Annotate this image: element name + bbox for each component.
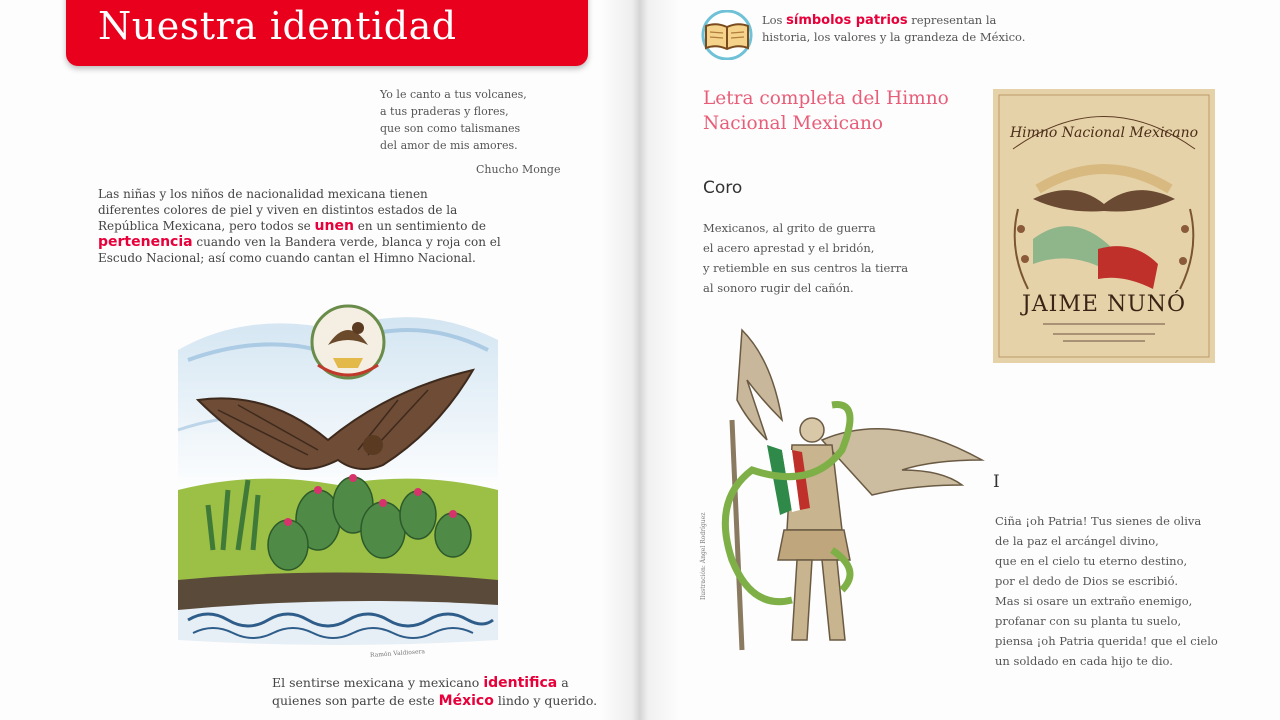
intro-line: Escudo Nacional; así como cuando cantan el Himno Nacional.: [98, 251, 476, 265]
poster-composer: JAIME NUNÓ: [1021, 292, 1187, 317]
coro-line: el acero aprestad y el bridón,: [703, 241, 875, 255]
highlight-identifica: identifica: [483, 675, 558, 691]
symbols-info: [762, 12, 1052, 45]
verse-heading: I: [993, 472, 1000, 492]
highlight-mexico: México: [438, 693, 494, 709]
intro-line: [98, 234, 501, 250]
anthem-title-line: Letra completa del Himno: [703, 88, 949, 109]
epigraph-poem: [380, 86, 580, 154]
page-title: Nuestra identidad: [98, 4, 457, 48]
closing-paragraph: [272, 674, 598, 710]
verse-line: que en el cielo tu eterno destino,: [995, 554, 1188, 568]
anthem-poster-image: [993, 89, 1215, 363]
poem-line: del amor de mis amores.: [380, 139, 518, 152]
coro-line: al sonoro rugir del cañón.: [703, 281, 854, 295]
verse-line: de la paz el arcángel divino,: [995, 534, 1159, 548]
intro-line: Las niñas y los niños de nacionalidad mexicana tienen: [98, 187, 428, 201]
info-line: historia, los valores y la grandeza de México.: [762, 30, 1026, 44]
intro-paragraph: [98, 186, 501, 266]
highlight-unen: unen: [314, 218, 354, 234]
verse-line: un soldado en cada hijo te dio.: [995, 654, 1173, 668]
poem-line: Yo le canto a tus volcanes,: [380, 88, 527, 101]
info-line: [762, 12, 1052, 29]
closing-line: [272, 692, 598, 710]
poem-author: Chucho Monge: [476, 163, 561, 176]
info-text: representan la: [907, 13, 997, 27]
coro-line: Mexicanos, al grito de guerra: [703, 221, 876, 235]
intro-text: en un sentimiento de: [353, 219, 487, 233]
coro-heading: Coro: [703, 178, 743, 198]
info-text: Los: [762, 13, 787, 27]
verse-line: Ciña ¡oh Patria! Tus sienes de oliva: [995, 514, 1202, 528]
verse-lyrics: [995, 511, 1235, 671]
poem-line: a tus praderas y flores,: [380, 105, 509, 118]
book-spine-shadow: [600, 0, 680, 720]
angel-credit: Ilustración: Ángel Rodríguez: [700, 512, 707, 600]
coro-line: y retiemble en sus centros la tierra: [703, 261, 909, 275]
verse-line: piensa ¡oh Patria querida! que el cielo: [995, 634, 1218, 648]
coat-of-arms-icon: [312, 306, 384, 378]
anthem-title: [703, 86, 983, 136]
closing-line: [272, 674, 592, 692]
closing-text: lindo y querido.: [493, 693, 598, 708]
highlight-simbolos-patrios: símbolos patrios: [786, 13, 908, 28]
anthem-title-line: Nacional Mexicano: [703, 113, 884, 134]
coro-lyrics: [703, 218, 963, 298]
closing-text: El sentirse mexicana y mexicano: [272, 675, 484, 690]
illustration-credit: Ramón Valdiosera: [369, 648, 426, 659]
open-book-icon: [700, 10, 754, 60]
verse-line: profanar con su planta tu suelo,: [995, 614, 1182, 628]
poem-line: que son como talismanes: [380, 122, 521, 135]
verse-line: Mas si osare un extraño enemigo,: [995, 594, 1193, 608]
closing-text: a: [557, 675, 569, 690]
intro-line: diferentes colores de piel y viven en distintos estados de la: [98, 203, 458, 217]
archangel-icon: [725, 330, 982, 650]
poster-title: Himno Nacional Mexicano: [1009, 125, 1199, 141]
highlight-pertenencia: pertenencia: [98, 234, 193, 250]
intro-text: República Mexicana, pero todos se: [98, 219, 315, 233]
title-banner: [66, 0, 588, 66]
intro-line: [98, 218, 498, 234]
intro-text: cuando ven la Bandera verde, blanca y roja con el: [192, 235, 501, 249]
closing-text: quienes son parte de este: [272, 693, 439, 708]
verse-line: por el dedo de Dios se escribió.: [995, 574, 1178, 588]
eagle-illustration: [168, 290, 508, 660]
archangel-illustration: [712, 320, 988, 665]
